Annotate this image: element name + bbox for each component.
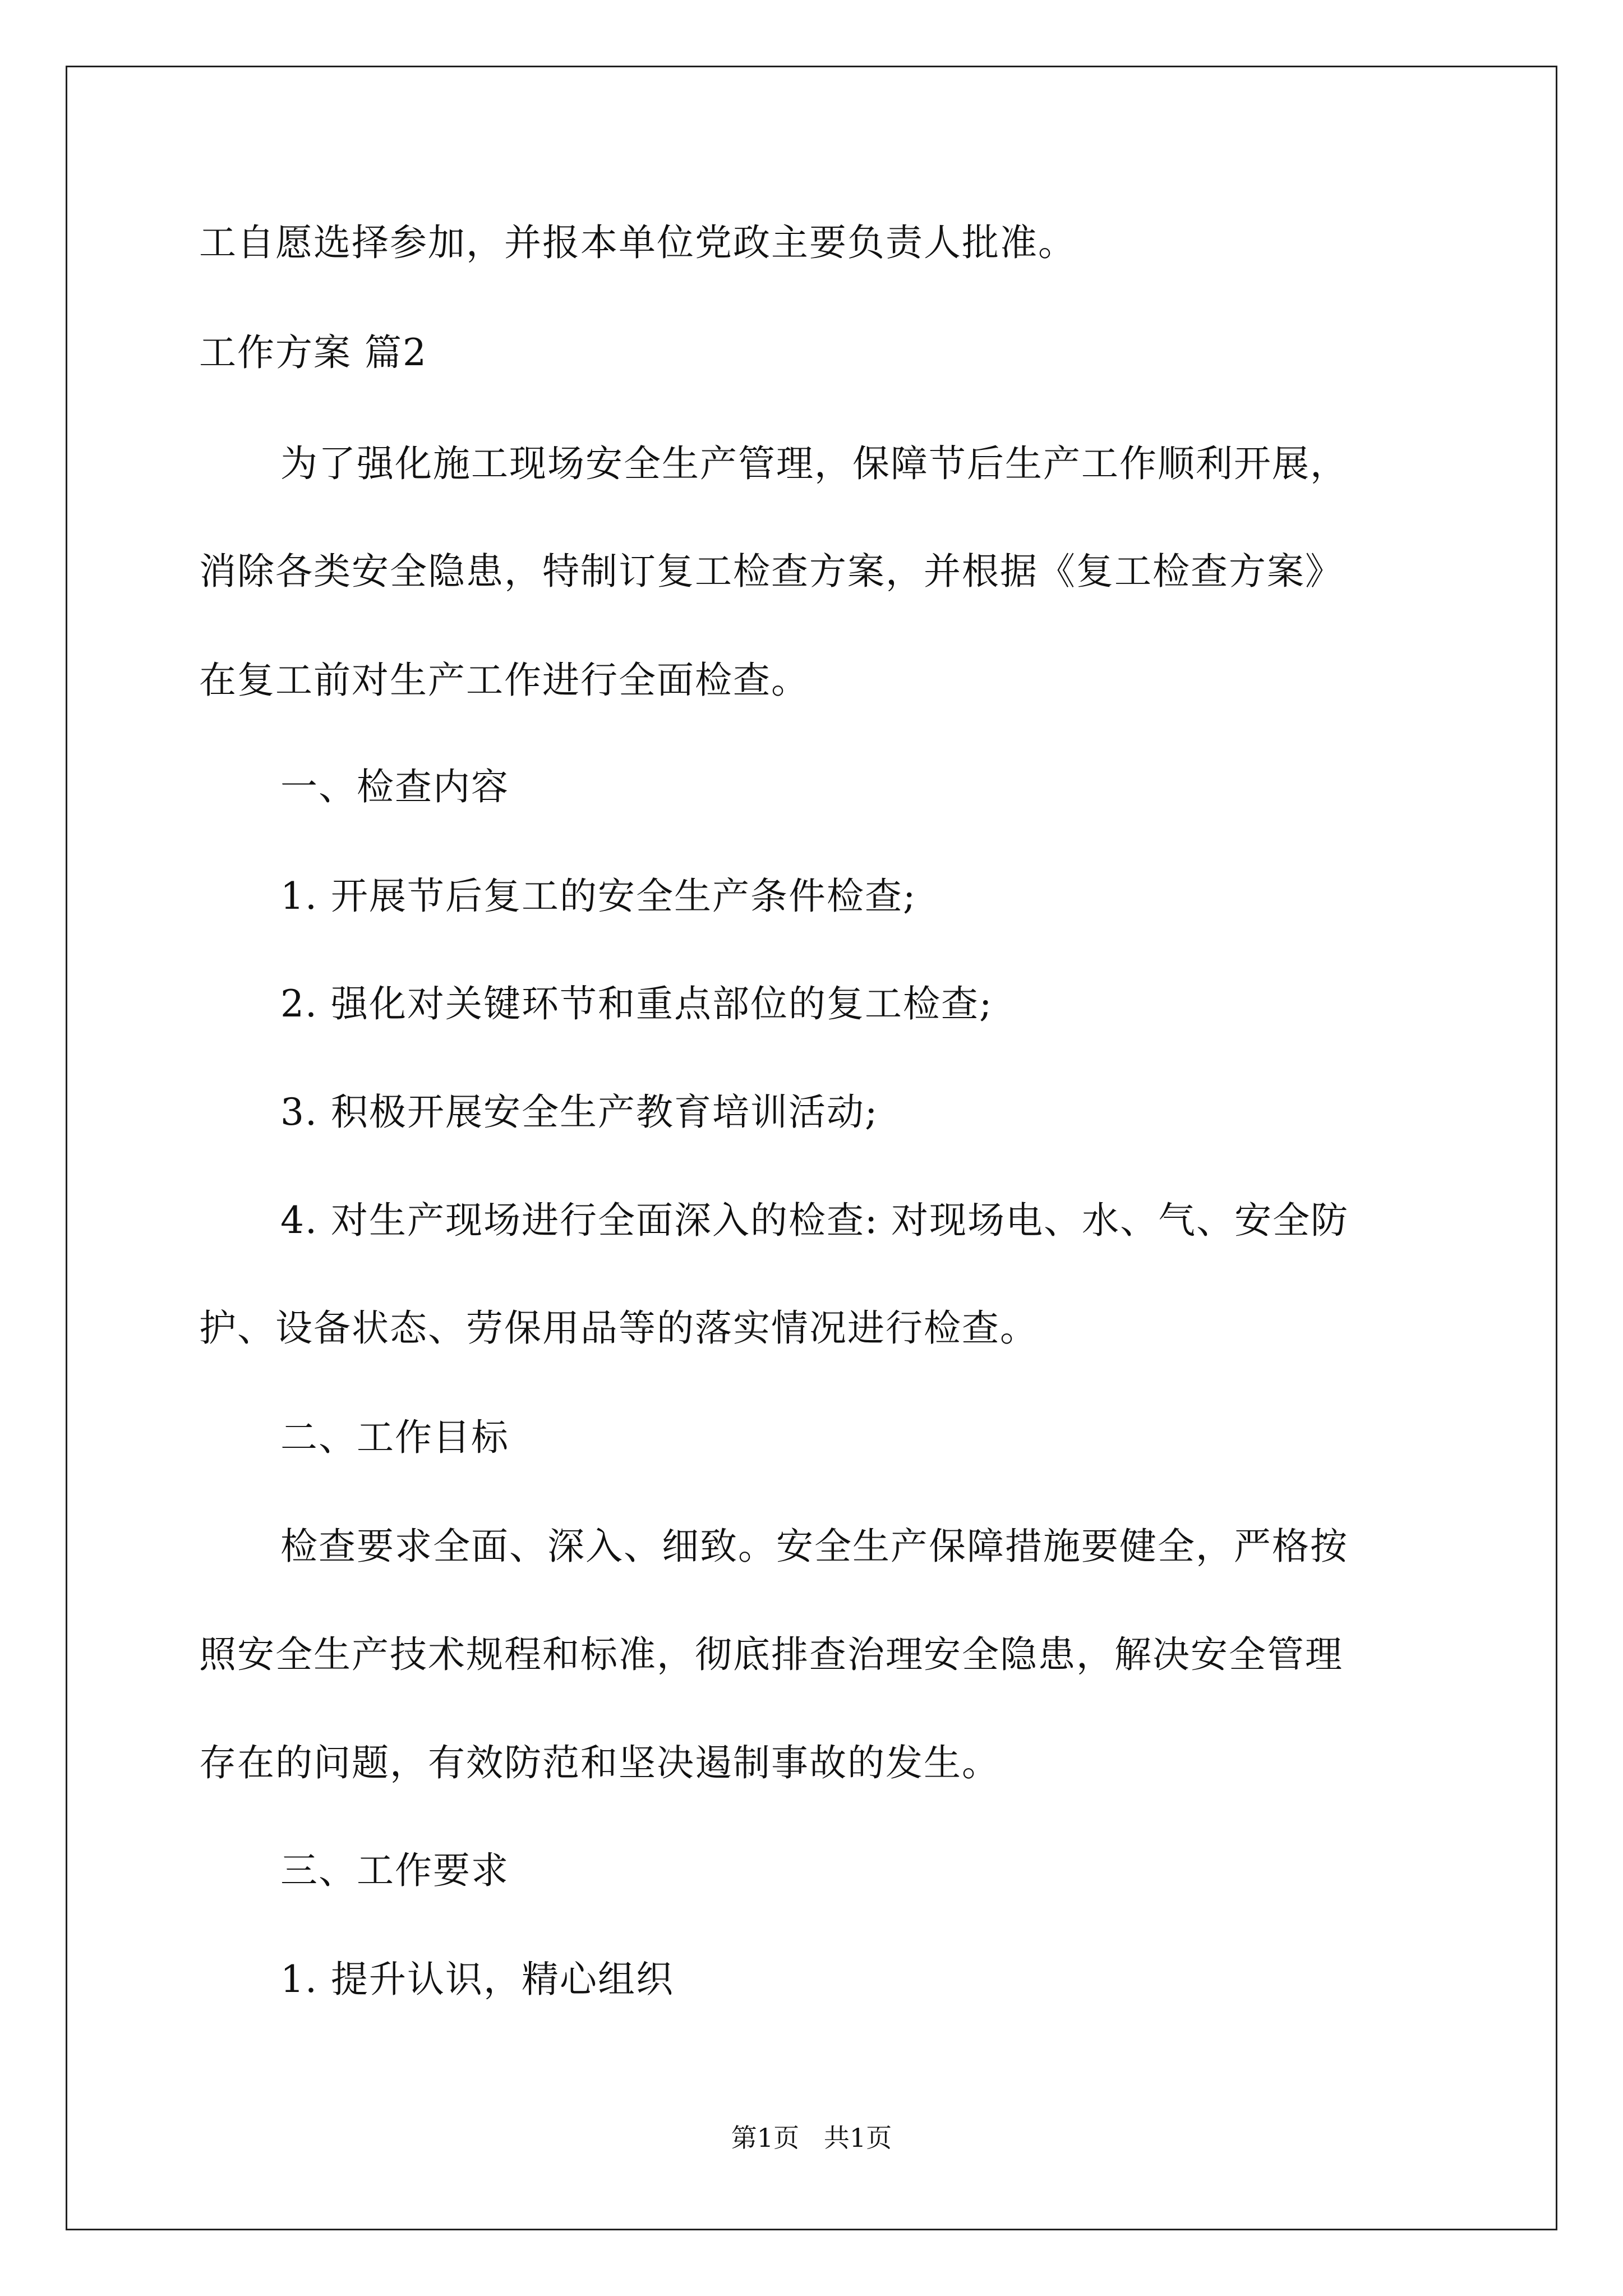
body-text-line: 存在的问题，有效防范和坚决遏制事故的发生。 [199,1741,1000,1784]
page-footer: 第1页 共1页 [731,2123,892,2153]
body-text-line: 护、设备状态、劳保用品等的落实情况进行检查。 [199,1306,1038,1350]
body-text-line: 照安全生产技术规程和标准，彻底排查治理安全隐患，解决安全管理 [199,1633,1343,1676]
subheading: 二、工作目标 [280,1416,509,1459]
list-item: 3. 积极开展安全生产教育培训活动; [280,1091,879,1134]
page-border [66,66,1557,2230]
subheading: 一、检查内容 [280,765,509,808]
list-item: 4. 对生产现场进行全面深入的检查: 对现场电、水、气、安全防 [280,1199,1349,1242]
list-item: 1. 开展节后复工的安全生产条件检查; [280,875,917,918]
body-text-line: 消除各类安全隐患，特制订复工检查方案，并根据《复工检查方案》 [199,550,1343,593]
list-item: 2. 强化对关键环节和重点部位的复工检查; [280,982,993,1025]
body-text-line: 为了强化施工现场安全生产管理，保障节后生产工作顺利开展， [280,442,1348,485]
subheading: 三、工作要求 [280,1849,509,1892]
body-text-line: 检查要求全面、深入、细致。安全生产保障措施要健全，严格按 [280,1525,1348,1568]
body-text-line: 工自愿选择参加，并报本单位党政主要负责人批准。 [199,221,1076,264]
list-item: 1. 提升认识，精心组织 [280,1958,674,2001]
body-text-line: 在复工前对生产工作进行全面检查。 [199,659,809,702]
section-heading: 工作方案 篇2 [199,331,427,374]
